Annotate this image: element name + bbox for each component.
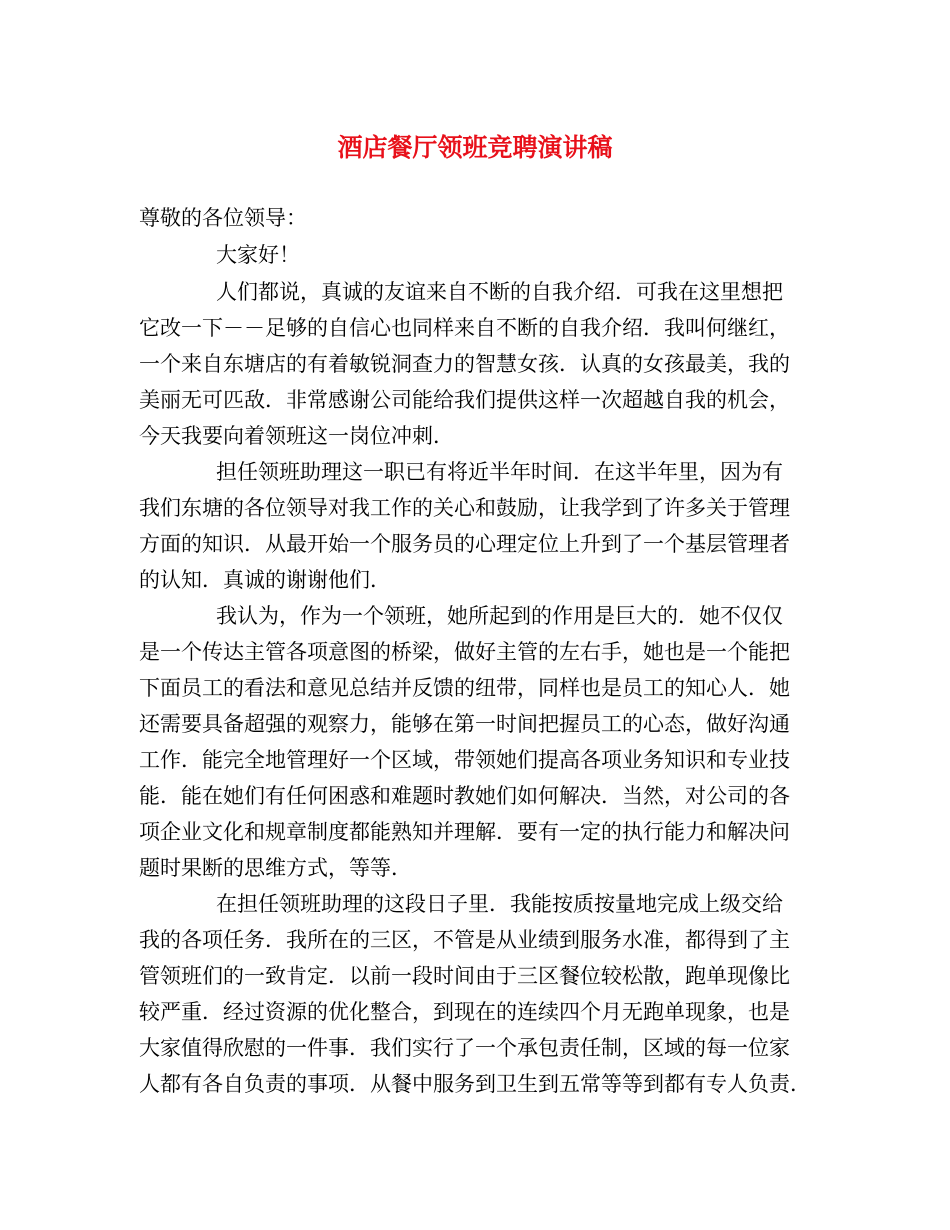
paragraph-2-line-4: 的认知．真诚的谢谢他们．: [139, 568, 391, 592]
paragraph-2-line-2: 我们东塘的各位领导对我工作的关心和鼓励，让我学到了许多关于管理: [139, 496, 790, 520]
paragraph-4-line-6: 人都有各自负责的事项．从餐中服务到卫生到五常等等到都有专人负责．: [139, 1072, 811, 1096]
paragraph-3-line-1: 我认为，作为一个领班，她所起到的作用是巨大的．她不仅仅: [216, 604, 783, 628]
paragraph-4-line-5: 大家值得欣慰的一件事．我们实行了一个承包责任制，区域的每一位家: [139, 1036, 790, 1060]
paragraph-1-line-1: 人们都说，真诚的友谊来自不断的自我介绍．可我在这里想把: [216, 280, 783, 304]
paragraph-2-line-3: 方面的知识．从最开始一个服务员的心理定位上升到了一个基层管理者: [139, 532, 790, 556]
salutation: 尊敬的各位领导：: [139, 206, 307, 230]
paragraph-4-line-4: 较严重．经过资源的优化整合，到现在的连续四个月无跑单现象，也是: [139, 1000, 790, 1024]
paragraph-1-line-3: 一个来自东塘店的有着敏锐洞查力的智慧女孩．认真的女孩最美，我的: [139, 352, 790, 376]
paragraph-3-line-8: 题时果断的思维方式，等等．: [139, 856, 412, 880]
paragraph-3-line-5: 工作．能完全地管理好一个区域，带领她们提高各项业务知识和专业技: [139, 748, 790, 772]
paragraph-1-line-2: 它改一下－－足够的自信心也同样来自不断的自我介绍．我叫何继红，: [139, 316, 790, 340]
paragraph-3-line-4: 还需要具备超强的观察力，能够在第一时间把握员工的心态，做好沟通: [139, 712, 790, 736]
paragraph-3-line-6: 能．能在她们有任何困惑和难题时教她们如何解决．当然，对公司的各: [139, 784, 790, 808]
paragraph-4-line-1: 在担任领班助理的这段日子里．我能按质按量地完成上级交给: [216, 892, 783, 916]
paragraph-3-line-7: 项企业文化和规章制度都能熟知并理解．要有一定的执行能力和解决问: [139, 820, 790, 844]
greeting: 大家好！: [216, 243, 300, 267]
paragraph-1-line-4: 美丽无可匹敌．非常感谢公司能给我们提供这样一次超越自我的机会，: [139, 388, 790, 412]
paragraph-1-line-5: 今天我要向着领班这一岗位冲刺．: [139, 424, 454, 448]
paragraph-4-line-3: 管领班们的一致肯定．以前一段时间由于三区餐位较松散，跑单现像比: [139, 964, 790, 988]
document-title: 酒店餐厅领班竞聘演讲稿: [337, 133, 613, 162]
paragraph-3-line-3: 下面员工的看法和意见总结并反馈的纽带，同样也是员工的知心人．她: [139, 676, 790, 700]
paragraph-3-line-2: 是一个传达主管各项意图的桥梁，做好主管的左右手，她也是一个能把: [139, 640, 790, 664]
paragraph-4-line-2: 我的各项任务．我所在的三区，不管是从业绩到服务水准，都得到了主: [139, 928, 790, 952]
paragraph-2-line-1: 担任领班助理这一职已有将近半年时间．在这半年里，因为有: [216, 460, 783, 484]
